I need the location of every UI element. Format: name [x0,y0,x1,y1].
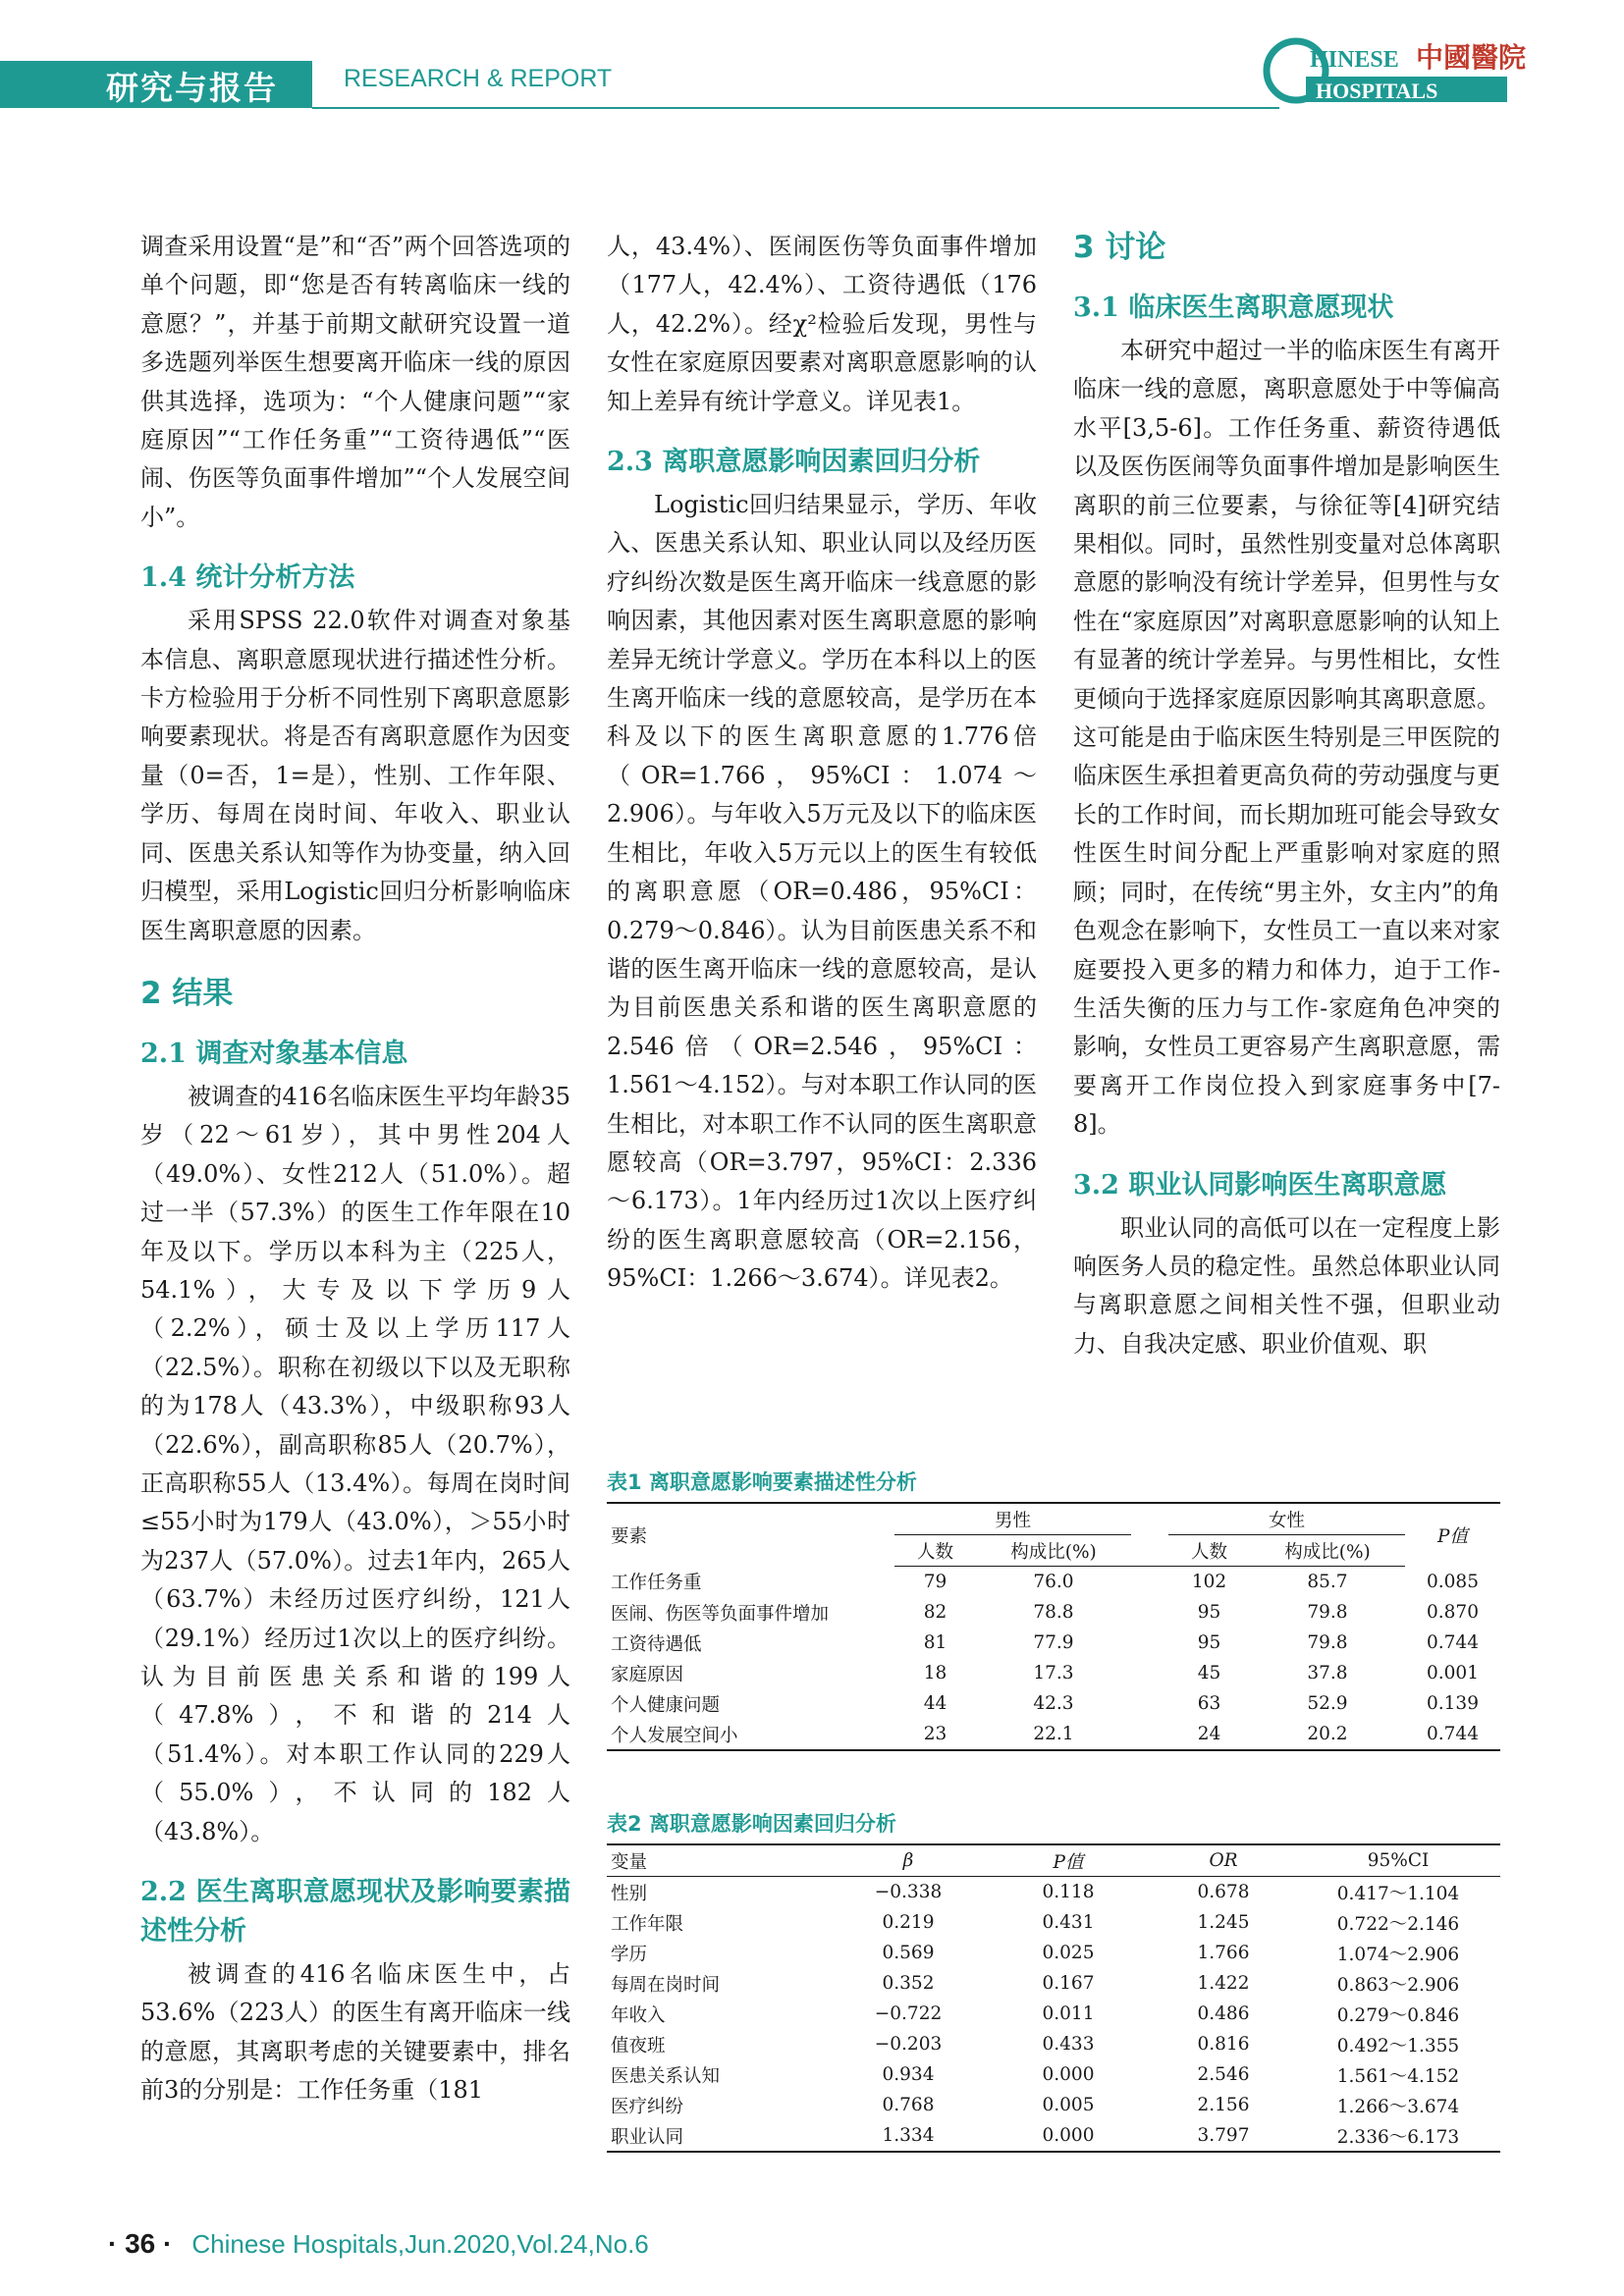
table-row [607,1877,1500,1908]
table2-cell-ci: 0.863～2.906 [1336,1974,1460,1996]
table2-cell-or: 0.678 [1197,1882,1250,1902]
table2-cell-p: 0.000 [1042,2064,1095,2085]
table-row [607,1658,1500,1688]
table-row [607,1968,1500,1999]
table-row [607,1907,1500,1938]
table2-cell-ci: 2.336～6.173 [1296,2120,1500,2152]
table2-cell-name: 工作年限 [611,1913,684,1935]
table2-cell-or: 2.156 [1197,2095,1250,2115]
table2-title: 离职意愿影响因素回归分析 [648,1812,896,1836]
table1-cell-mp: 77.9 [1033,1632,1074,1653]
table1-cell-fp: 52.9 [1307,1693,1348,1714]
table2-cell-p: 0.433 [1042,2034,1095,2055]
table-row [607,2120,1500,2152]
table2-cell-b: −0.203 [874,2034,943,2055]
table2-cell-b: 0.768 [882,2095,935,2115]
table-row [607,1597,1500,1628]
table2-caption [607,1808,896,1838]
table1-cell-fn: 45 [1197,1663,1221,1683]
table1-cell-fn: 24 [1168,1719,1250,1750]
table-row [607,1938,1500,1968]
table2-cell-ci: 1.561～4.152 [1336,2065,1460,2087]
table2-cell-or: 1.766 [1197,1943,1250,1963]
table1-cell-mp: 22.1 [976,1719,1131,1750]
table1-h-male: 男性 [894,1503,1131,1535]
table1-cell-fn: 63 [1197,1693,1221,1714]
paragraph: 被调查的416名临床医生中，占53.6%（223人）的医生有离开临床一线的意愿，其离职考虑的关键要素中，排名前3的分别是：工作任务重（181 [140,1960,570,2105]
table-row [607,1719,1500,1750]
table1 [607,1502,1500,1751]
table2-cell-name: 学历 [611,1944,648,1965]
paragraph: 被调查的416名临床医生平均年龄35岁（22～61岁），其中男性204人（49.0%）、女性212人（51.0%）。超过一半（57.3%）的医生工作年限在10年及以下。学历以本科为主（225人，54.1%），大专及以下学历9人（2.2%），硕士及以上学历117人（22.5%）。职称在初级以下以及无职称的为178人（43.3%），中级职称93人（22.6%），副高职称85人（20.7%），正高职称55人（13.4%）。每周在岗时间≤55小时为179人（43.0%），＞55小时为237人（57.0%）。过去1年内，265人（63.7%）未经历过医疗纠纷，121人（29.1%）经历过1次以上的医疗纠纷。认为目前医患关系和谐的199人（47.8%），不和谐的214人（51.4%）。对本职工作认同的229人（55.0%），不认同的182人（43.8%）。 [140,1082,570,1845]
table1-gap [1131,1719,1168,1750]
table2-cell-or: 0.486 [1197,2003,1250,2024]
table2-cell-ci: 0.417～1.104 [1336,1883,1460,1904]
table-row [607,1688,1500,1719]
table2-cell-ci: 1.266～3.674 [1336,2096,1460,2117]
heading-3: 3 讨论 [1073,230,1166,265]
paragraph: 人，43.4%）、医闹医伤等负面事件增加（177人，42.4%）、工资待遇低（176人，42.2%）。经χ²检验后发现，男性与女性在家庭原因要素对离职意愿影响的认知上差异有统计学意义。详见表1。 [607,233,1037,415]
table1-cell-p: 0.744 [1405,1719,1500,1750]
table1-gap [1131,1503,1168,1535]
table-row [607,2059,1500,2090]
heading-2: 2 结果 [140,975,234,1011]
paragraph: 调查采用设置“是”和“否”两个回答选项的单个问题，即“您是否有转离临床一线的意愿？”，并基于前期文献研究设置一道多选题列举医生想要离开临床一线的原因供其选择，选项为：“个人健康问题”“家庭原因”“工作任务重”“工资待遇低”“医闹、伤医等负面事件增加”“个人发展空间小”。 [140,233,570,531]
table2-cell-p: 0.431 [1042,1912,1095,1933]
table1-cell-p: 0.744 [1427,1632,1479,1653]
section-title-cn: 研究与报告 [106,69,278,107]
paragraph: 职业认同的高低可以在一定程度上影响医务人员的稳定性。虽然总体职业认同与离职意愿之间相关性不强，但职业动力、自我决定感、职业价值观、职 [1073,1213,1500,1358]
table2-h-var: 变量 [607,1844,831,1877]
table2-cell-or: 1.422 [1197,1973,1250,1994]
table2-cell-name: 年收入 [611,2004,666,2026]
table1-cell-name: 工资待遇低 [611,1633,702,1655]
table1-cell-p: 0.139 [1427,1693,1479,1714]
table1-cell-name: 医闹、伤医等负面事件增加 [611,1603,830,1625]
table1-gap [1131,1535,1168,1567]
table1-cell-name: 个人健康问题 [611,1694,721,1716]
table2-cell-or: 2.546 [1197,2064,1250,2085]
table-row [607,1567,1500,1598]
logo-cn: 中國醫院 [1416,41,1527,74]
paragraph: Logistic回归结果显示，学历、年收入、医患关系认知、职业认同以及经历医疗纠纷次数是医生离开临床一线意愿的影响因素，其他因素对医生离职意愿的影响差异无统计学意义。学历在本科以上的医生离开临床一线的意愿较高，是学历在本科及以下的医生离职意愿的1.776倍（OR=1.766，95%CI：1.074～2.906）。与年收入5万元及以下的临床医生相比，年收入5万元以上的医生有较低的离职意愿（OR=0.486，95%CI：0.279～0.846）。认为目前医患关系不和谐的医生离开临床一线的意愿较高，是认为目前医患关系和谐的医生离职意愿的2.546倍（OR=2.546，95%CI：1.561～4.152）。与对本职工作认同的医生相比，对本职工作不认同的医生离职意愿较高（OR=3.797，95%CI：2.336～6.173）。1年内经历过1次以上医疗纠纷的医生离职意愿较高（OR=2.156，95%CI：1.266～3.674）。详见表2。 [607,491,1037,1293]
table1-cell-name: 个人发展空间小 [607,1719,894,1750]
table2-cell-b: 0.934 [882,2064,935,2085]
table1-cell-fp: 20.2 [1250,1719,1405,1750]
journal-citation: Chinese Hospitals,Jun.2020,Vol.24,No.6 [191,2229,649,2259]
table2-cell-b: 1.334 [831,2120,986,2152]
table2-cell-p: 0.011 [1042,2003,1095,2024]
table1-cell-fn: 95 [1197,1632,1221,1653]
table1-cell-fp: 79.8 [1307,1632,1348,1653]
section-title-en: RESEARCH & REPORT [344,65,613,92]
page-number: · 36 · [108,2228,173,2259]
table1-cell-p: 0.870 [1427,1602,1479,1623]
table2-cell-name: 每周在岗时间 [611,1974,721,1996]
table1-cell-mp: 78.8 [1033,1602,1074,1623]
table2-cell-p: 0.000 [986,2120,1151,2152]
table1-cell-name: 家庭原因 [611,1664,684,1685]
table2-h-beta: β [831,1844,986,1877]
table2 [607,1843,1500,2153]
heading-2-1: 2.1 调查对象基本信息 [140,1038,408,1069]
table2-cell-b: −0.338 [874,1882,943,1902]
table-row [607,1999,1500,2029]
heading-2-3: 2.3 离职意愿影响因素回归分析 [607,447,981,478]
table2-cell-or: 0.816 [1197,2034,1250,2055]
table2-cell-b: 0.352 [882,1973,935,1994]
table2-cell-b: 0.569 [882,1943,935,1963]
heading-1-4: 1.4 统计分析方法 [140,562,355,594]
table1-gap [1131,1567,1168,1598]
table1-cell-mn: 81 [923,1632,947,1653]
table1-cell-name: 工作任务重 [611,1573,702,1594]
table1-h-factor: 要素 [607,1503,894,1567]
table-row [607,1628,1500,1658]
paragraph: 本研究中超过一半的临床医生有离开临床一线的意愿，离职意愿处于中等偏高水平[3,5-6]。工作任务重、薪资待遇低以及医伤医闹等负面事件增加是影响医生离职的前三位要素，与徐征等[4]研究结果相似。同时，虽然性别变量对总体离职意愿的影响没有统计学差异，但男性与女性在“家庭原因”对离职意愿影响的认知上有显著的统计学差异。与男性相比，女性更倾向于选择家庭原因影响其离职意愿。这可能是由于临床医生特别是三甲医院的临床医生承担着更高负荷的劳动强度与更长的工作时间，而长期加班可能会导致女性医生时间分配上严重影响对家庭的照顾；同时，在传统“男主外，女主内”的角色观念在影响下，女性员工一直以来对家庭要投入更多的精力和体力，迫于工作-生活失衡的压力与工作-家庭角色冲突的影响，女性员工更容易产生离职意愿，需要离开工作岗位投入到家庭事务中[7-8]。 [1073,337,1500,1139]
table1-cell-mn: 79 [923,1572,947,1592]
table2-h-or: OR [1151,1844,1296,1877]
table1-cell-mp: 76.0 [1033,1572,1074,1592]
table1-h-male-pct: 构成比(%) [976,1535,1131,1567]
table2-cell-b: −0.722 [874,2003,943,2024]
table1-h-female: 女性 [1168,1503,1405,1535]
column-1 [140,228,570,2110]
heading-3-2: 3.2 职业认同影响医生离职意愿 [1073,1169,1447,1201]
page-footer [108,2228,649,2260]
table1-h-female-pct: 构成比(%) [1250,1535,1405,1567]
table1-cell-p: 0.001 [1427,1663,1479,1683]
table2-cell-ci: 0.722～2.146 [1336,1913,1460,1935]
table1-gap [1131,1688,1168,1719]
table1-cell-mn: 82 [923,1602,947,1623]
table1-h-female-n: 人数 [1168,1535,1250,1567]
table1-gap [1131,1658,1168,1688]
table-row [607,2029,1500,2059]
paragraph: 采用SPSS 22.0软件对调查对象基本信息、离职意愿现状进行描述性分析。卡方检验用于分析不同性别下离职意愿影响要素现状。将是否有离职意愿作为因变量（0=否，1=是），性别、工作年限、学历、每周在岗时间、年收入、职业认同、医患关系认知等作为协变量，纳入回归模型，采用Logistic回归分析影响临床医生离职意愿的因素。 [140,607,570,944]
table2-cell-p: 0.005 [1042,2095,1095,2115]
table1-title: 离职意愿影响要素描述性分析 [648,1470,917,1494]
heading-2-2: 2.2 医生离职意愿现状及影响要素描述性分析 [140,1877,570,1948]
table1-label: 表1 [607,1470,642,1494]
table1-cell-fp: 37.8 [1307,1663,1348,1683]
table-row [607,2090,1500,2120]
table2-h-p: P值 [986,1844,1151,1877]
table1-caption [607,1467,917,1496]
table2-cell-name: 值夜班 [611,2035,666,2056]
table2-cell-name: 医疗纠纷 [611,2096,684,2117]
table2-cell-p: 0.167 [1042,1973,1095,1994]
table1-h-p: P值 [1405,1503,1500,1567]
table1-cell-fn: 95 [1197,1602,1221,1623]
table1-cell-mn: 23 [894,1719,976,1750]
column-2 [607,228,1037,1299]
table2-cell-name: 性别 [611,1883,648,1904]
column-3 [1073,228,1500,1363]
table2-cell-p: 0.118 [1042,1882,1095,1902]
table2-cell-ci: 0.492～1.355 [1336,2035,1460,2056]
journal-logo [1267,29,1527,108]
table1-cell-mp: 42.3 [1033,1693,1074,1714]
heading-3-1: 3.1 临床医生离职意愿现状 [1073,293,1394,323]
table1-cell-fp: 85.7 [1307,1572,1348,1592]
logo-en-top: HINESE [1310,47,1399,73]
table2-h-ci: 95%CI [1296,1844,1500,1877]
table2-cell-p: 0.025 [1042,1943,1095,1963]
table2-cell-name: 职业认同 [607,2120,831,2152]
logo-en-bottom: HOSPITALS [1316,79,1438,103]
table1-cell-fn: 102 [1191,1572,1227,1592]
header-rule [312,107,1279,109]
table2-label: 表2 [607,1812,642,1836]
table1-cell-p: 0.085 [1427,1571,1479,1592]
table1-cell-mn: 18 [923,1663,947,1683]
table1-gap [1131,1597,1168,1628]
table2-cell-b: 0.219 [882,1912,935,1933]
table2-cell-name: 医患关系认知 [611,2065,721,2087]
table2-cell-ci: 0.279～0.846 [1336,2004,1460,2026]
table2-cell-or: 3.797 [1151,2120,1296,2152]
table1-h-male-n: 人数 [894,1535,976,1567]
table1-cell-fp: 79.8 [1307,1602,1348,1623]
table1-gap [1131,1628,1168,1658]
table2-cell-or: 1.245 [1197,1912,1250,1933]
table2-cell-ci: 1.074～2.906 [1336,1944,1460,1965]
table1-cell-mn: 44 [923,1693,947,1714]
table1-cell-mp: 17.3 [1033,1663,1074,1683]
